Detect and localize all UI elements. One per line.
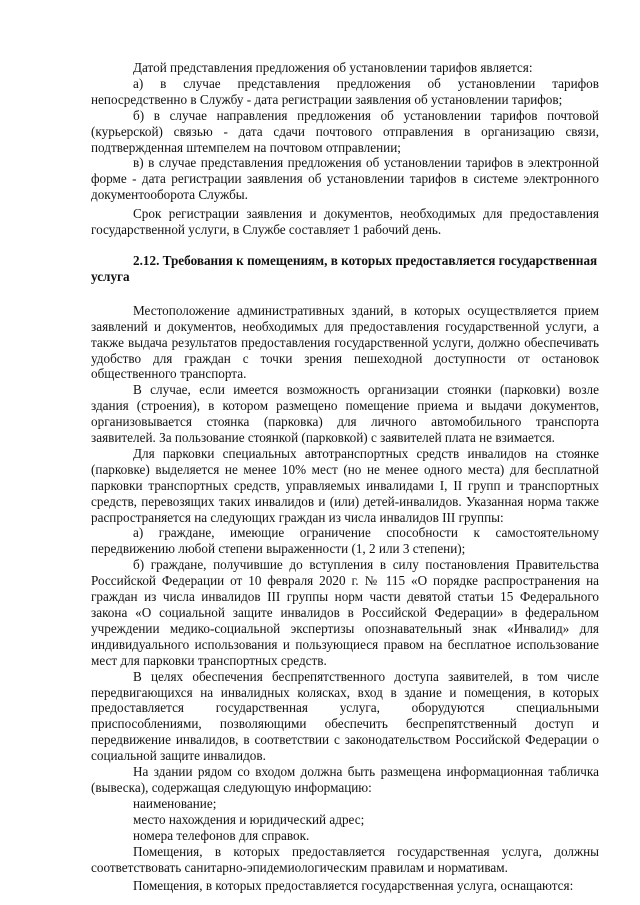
paragraph-submission-date: Датой представления предложения об установлении тарифов является: <box>133 60 533 75</box>
paragraph-accessibility: В целях обеспечения беспрепятственного доступа заявителей, в том числе передвигающихся на инвалидных колясках, вход в здание и помещения, в которых предоставляется государственная услуга, оборудуются специальными приспособлениями, позволяющими обеспечить беспрепятственный доступ и передвижение инвалидов, в соответствии с законодательством Российской Федерации о социальной защите инвалидов. <box>91 668 599 764</box>
paragraph-location: Местоположение административных зданий, в которых осуществляется прием заявлений и документов, необходимых для предоставления государственной услуги, а также выдача результатов предоставления государственной услуги, должно обеспечивать удобство для граждан с точки зрения пешеходной доступности от остановок общественного транспорта. <box>91 302 599 382</box>
section-heading: 2.12. Требования к помещениям, в которых предоставляется государственная услуга <box>91 252 598 284</box>
paragraph-equipment: Помещения, в которых предоставляется государственная услуга, оснащаются: <box>133 878 574 894</box>
paragraph-group-a: а) граждане, имеющие ограничение способности к самостоятельному передвижению любой степени выраженности (1, 2 или 3 степени); <box>91 525 599 557</box>
paragraph-parking: В случае, если имеется возможность организации стоянки (парковки) возле здания (строения), в котором размещено помещение приема и выдачи документов, организовывается стоянка (парковка) для личного автомобильного транспорта заявителей. За пользование стоянкой (парковкой) с заявителей плата не взимается. <box>91 382 599 446</box>
list-item-name: наименование; <box>133 795 217 811</box>
list-item-phones: номера телефонов для справок. <box>133 827 310 843</box>
paragraph-option-b: б) в случае направления предложения об установлении тарифов почтовой (курьерской) связью - дата сдачи почтового отправления в организацию связи, подтвержденная штемпелем на почтовом отправлении; <box>91 107 599 155</box>
paragraph-signboard: На здании рядом со входом должна быть размещена информационная табличка (вывеска), содержащая следующую информацию: <box>91 764 599 795</box>
document-page <box>91 60 599 894</box>
paragraph-sanitary: Помещения, в которых предоставляется государственная услуга, должны соответствовать санитарно-эпидемиологическим правилам и нормативам. <box>91 843 599 875</box>
paragraph-registration-term: Срок регистрации заявления и документов, необходимых для предоставления государственной услуги, в Службе составляет 1 рабочий день. <box>91 206 599 238</box>
paragraph-group-b: б) граждане, получившие до вступления в силу постановления Правительства Российской Федерации от 10 февраля 2020 г. № 115 «О порядке распространения на граждан из числа инвалидов III группы норм части девятой статьи 15 Федерального закона «О социальной защите инвалидов в Российской Федерации» в федеральном учреждении медико-социальной экспертизы опознавательный знак «Инвалид» для индивидуального использования и пользующиеся правом на бесплатное использование мест для парковки транспортных средств. <box>91 557 599 668</box>
list-item-address: место нахождения и юридический адрес; <box>133 811 365 827</box>
paragraph-option-c: в) в случае представления предложения об установлении тарифов в электронной форме - дата регистрации заявления об установлении тарифов в системе электронного документооборота Службы. <box>91 155 599 203</box>
paragraph-disabled-parking: Для парковки специальных автотранспортных средств инвалидов на стоянке (парковке) выделяется не менее 10% мест (но не менее одного места) для бесплатной парковки транспортных средств, управляемых инвалидами I, II групп и транспортных средств, перевозящих таких инвалидов и (или) детей-инвалидов. Указанная норма также распространяется на следующих граждан из числа инвалидов III группы: <box>91 445 599 525</box>
paragraph-option-a: а) в случае представления предложения об установлении тарифов непосредственно в Службу - дата регистрации заявления об установлении тарифов; <box>91 75 599 107</box>
